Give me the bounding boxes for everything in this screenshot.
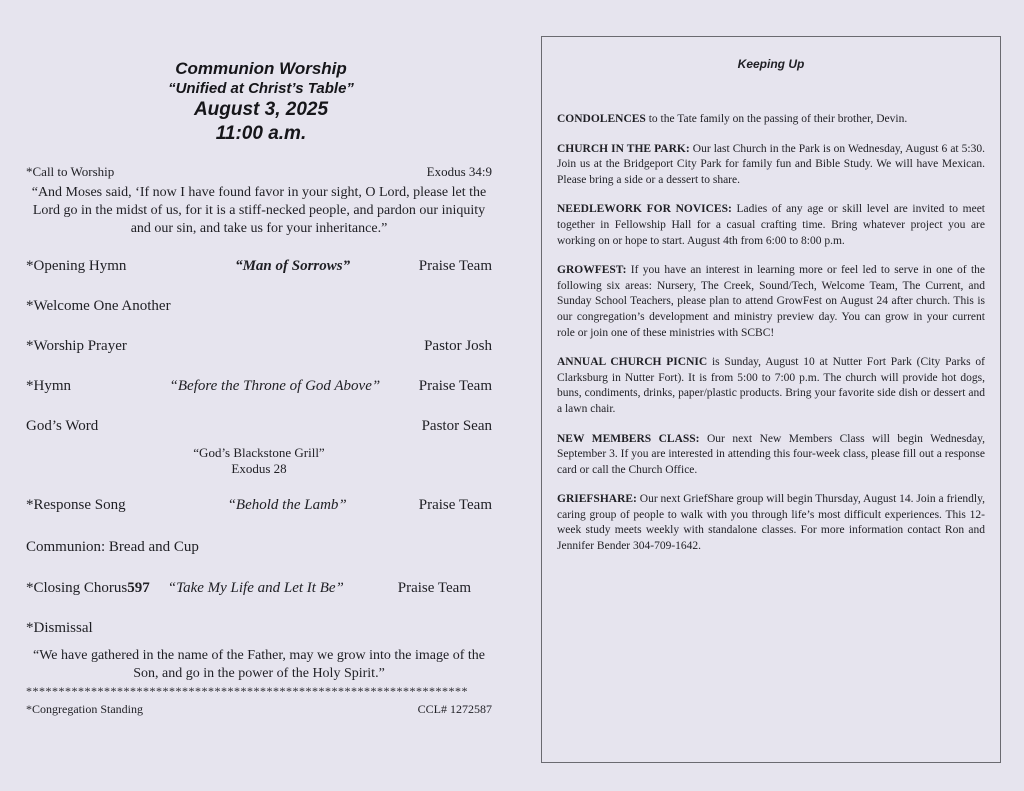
- dismissal: *Dismissal: [26, 620, 93, 636]
- call-to-worship-quote: “And Moses said, ‘If now I have found favor in your sight, O Lord, please let the Lord go in the midst of us, for it is a stiff-necked people, and pardon our iniquity and our sin, and take us for your inheritance.”: [31, 185, 487, 236]
- opening-hymn-title: “Man of Sorrows”: [235, 258, 351, 274]
- announcement-text: Ladies of any age or skill level are invited to meet together in Fellowship Hall for a casual crafting time. Bring whatever project you are working on or hope to start. August 4th from 6:00 to 8:00 p.m.: [557, 203, 986, 247]
- hymn-leader: Praise Team: [418, 378, 492, 394]
- worship-prayer-row: [26, 338, 492, 355]
- hymn-row: [26, 378, 492, 395]
- announcement-text: to the Tate family on the passing of their brother, Devin.: [645, 113, 908, 125]
- announcement-new-members: [557, 432, 985, 479]
- gods-word-row: [26, 418, 492, 435]
- service-date: August 3, 2025: [193, 99, 329, 120]
- communion: Communion: Bread and Cup: [26, 539, 199, 555]
- welcome-one-another: *Welcome One Another: [26, 298, 171, 314]
- call-to-worship-ref: Exodus 34:9: [426, 164, 492, 179]
- closing-chorus-leader: Praise Team: [397, 580, 471, 596]
- closing-chorus-row: [26, 580, 471, 597]
- response-song-label: *Response Song: [26, 497, 126, 513]
- announcement-heading: CONDOLENCES: [557, 113, 646, 125]
- announcement-condolences: [557, 112, 985, 128]
- congregation-standing-note: *Congregation Standing: [26, 702, 143, 716]
- call-to-worship-label: *Call to Worship: [26, 164, 115, 179]
- service-time: 11:00 a.m.: [215, 123, 307, 144]
- service-title: Communion Worship: [175, 59, 347, 78]
- response-song-leader: Praise Team: [418, 497, 492, 513]
- footer-row: [26, 702, 492, 717]
- sermon-ref: Exodus 28: [231, 461, 287, 476]
- announcement-growfest: [557, 263, 985, 341]
- benediction: “We have gathered in the name of the Father, may we grow into the image of the Son, and go in the power of the Holy Spirit.”: [33, 648, 485, 681]
- announcement-text: Our next GriefShare group will begin Thursday, August 14. Join a friendly, caring group of people to walk with you through life’s most difficult experiences. This 12-week study meets weekly with standalone classes. For more information contact Ron and Jennifer Bender 304-709-1642.: [557, 493, 985, 553]
- opening-hymn-row: [26, 258, 492, 275]
- announcement-picnic: [557, 355, 985, 417]
- response-song-row: [26, 497, 492, 514]
- announcement-text: If you have an interest in learning more or feel led to serve in one of the following six areas: Nursery, The Creek, Sound/Tech, Welcome Team, The Current, and Sunday School Teachers, please plan to attend GrowFest on August 24 after church. This is our congregation’s development and ministry preview day. You can grow in your current role or join one of these ministries with SCBC!: [557, 264, 985, 339]
- opening-hymn-leader: Praise Team: [418, 258, 492, 274]
- ccl-number: CCL# 1272587: [417, 702, 492, 716]
- sermon: [26, 445, 492, 477]
- closing-chorus-label: *Closing Chorus: [26, 580, 128, 596]
- announcement-heading: GROWFEST:: [557, 264, 627, 277]
- announcement-needlework: [557, 202, 985, 249]
- response-song-title: “Behold the Lamb”: [227, 497, 347, 513]
- order-of-worship: [26, 58, 496, 717]
- announcement-text: Our last Church in the Park is on Wednesday, August 6 at 5:30. Join us at the Bridgeport City Park for family fun and Bible Study. We will have Mexican. Please bring a side or a dessert to share.: [557, 142, 985, 186]
- sermon-title: “God’s Blackstone Grill”: [193, 445, 325, 460]
- worship-prayer-leader: Pastor Josh: [424, 338, 492, 354]
- worship-prayer-label: *Worship Prayer: [26, 338, 127, 354]
- bulletin-header: [26, 58, 496, 146]
- announcement-text: Our next New Members Class will begin Wednesday, September 3. If you are interested in attending this four-week class, please fill out a response card or call the Church Office.: [557, 432, 985, 476]
- gods-word-label: God’s Word: [26, 418, 99, 434]
- announcement-griefshare: [557, 492, 985, 554]
- call-to-worship-row: [26, 164, 492, 180]
- hymn-label: *Hymn: [26, 378, 71, 394]
- hymn-title: “Before the Throne of God Above”: [169, 378, 381, 394]
- announcements-panel: [541, 36, 1001, 763]
- announcement-church-in-the-park: [557, 142, 985, 189]
- divider-stars: ********************************************************************: [26, 686, 468, 696]
- opening-hymn-label: *Opening Hymn: [26, 258, 127, 274]
- announcement-text: is Sunday, August 10 at Nutter Fort Park (City Parks of Clarksburg in Nutter Fort). It is from 5:00 to 7:00 p.m. The church will provide hot dogs, buns, condiments, drinks, paper/plastic products. Bring your favorite side dish or dessert and a lawn chair.: [557, 356, 986, 415]
- announcement-heading: NEW MEMBERS CLASS:: [557, 432, 700, 445]
- announcements-title: Keeping Up: [737, 57, 805, 71]
- service-theme: “Unified at Christ’s Table”: [168, 80, 354, 97]
- closing-chorus-title: “Take My Life and Let It Be”: [167, 580, 344, 596]
- announcement-heading: ANNUAL CHURCH PICNIC: [557, 356, 708, 369]
- closing-chorus-number: 597: [127, 580, 150, 596]
- announcement-heading: GRIEFSHARE:: [557, 493, 637, 506]
- gods-word-leader: Pastor Sean: [421, 418, 492, 434]
- announcement-heading: CHURCH IN THE PARK:: [557, 142, 690, 155]
- announcement-heading: NEEDLEWORK FOR NOVICES:: [557, 203, 732, 216]
